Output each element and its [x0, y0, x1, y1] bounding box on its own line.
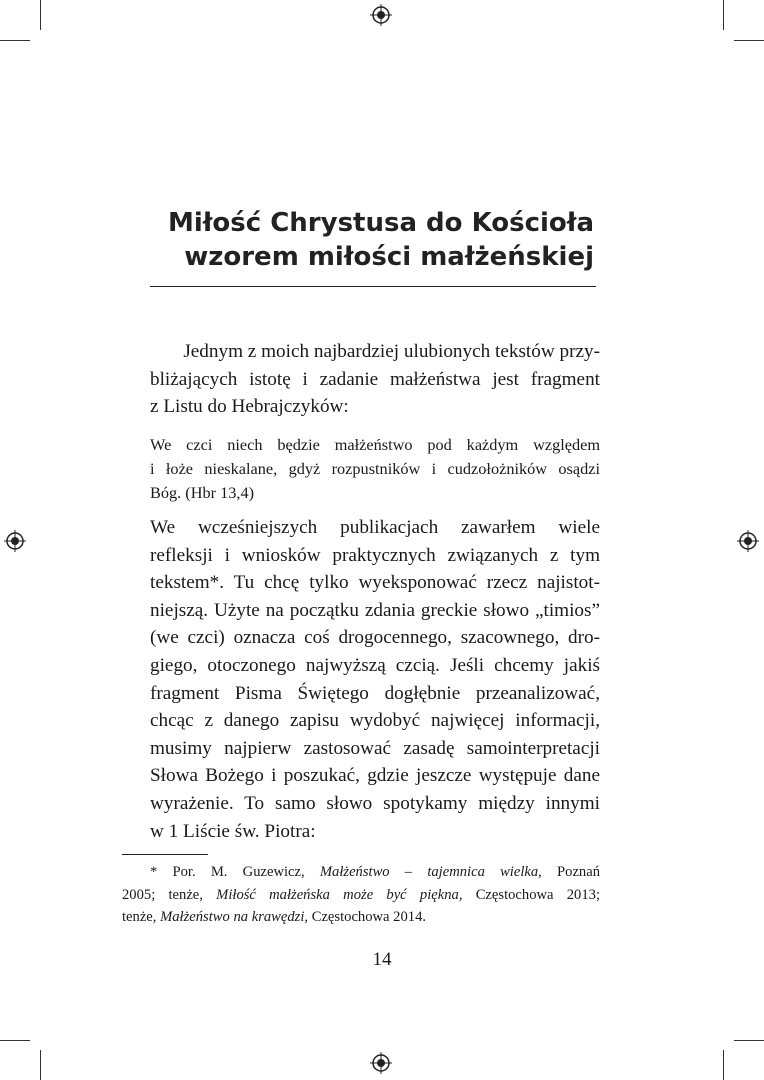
chapter-heading [114, 206, 594, 274]
crop-mark-top-right [723, 0, 724, 30]
quote-line: Bóg. (Hbr 13,4) [150, 483, 255, 502]
paragraph-line: tekstem*. Tu chcę tylko wyeksponować rzecz najistot- [150, 572, 600, 594]
heading-rule [150, 286, 596, 287]
paragraph-1 [150, 338, 600, 421]
registration-mark-bottom-icon [370, 1052, 392, 1074]
footnote-text: tenże, [122, 909, 161, 926]
crop-mark-bottom-right-h [734, 1040, 764, 1041]
footnote-title-italic: Miłość małżeńska może być piękna [216, 886, 459, 903]
paragraph-line: wyrażenie. To samo słowo spotykamy między innymi [150, 792, 600, 814]
footnote [122, 861, 600, 929]
footnote-line-3 [122, 906, 600, 929]
crop-mark-top-left [40, 0, 41, 30]
registration-mark-left-icon [4, 530, 26, 552]
heading-line-1: Miłość Chrystusa do Kościoła [167, 208, 594, 238]
registration-mark-top-icon [370, 4, 392, 26]
paragraph-line: We wcześniejszych publikacjach zawarłem wiele [150, 517, 600, 538]
quote-line: i łoże nieskalane, gdyż rozpustników i cudzołożników osądzi [150, 459, 600, 478]
paragraph-line: z Listu do Hebrajczyków: [150, 396, 349, 418]
footnote-rule [122, 854, 208, 855]
paragraph-line: w 1 Liście św. Piotra: [150, 820, 316, 842]
crop-mark-bottom-right [723, 1050, 724, 1080]
footnote-line-1 [122, 861, 600, 884]
heading-line-2: wzorem miłości małżeńskiej [184, 242, 594, 272]
registration-mark-right-icon [737, 530, 759, 552]
footnote-text: * Por. M. Guzewicz, [150, 864, 320, 880]
block-quote [150, 433, 600, 505]
paragraph-line: musimy najpierw zastosować zasadę samointerpretacji [150, 737, 600, 759]
footnote-text: , Częstochowa 2013; [458, 886, 600, 903]
paragraph-line: Jednym z moich najbardziej ulubionych tekstów przy- [183, 341, 600, 362]
crop-mark-top-right-h [734, 40, 764, 41]
footnote-text: , Poznań [538, 864, 600, 880]
crop-mark-bottom-left [40, 1050, 41, 1080]
footnote-title-italic: Małżeństwo – tajemnica wielka [319, 864, 539, 880]
footnote-text: 2005; tenże, [122, 886, 217, 903]
crop-mark-top-left-h [0, 40, 30, 41]
crop-mark-bottom-left-h [0, 1040, 30, 1041]
paragraph-line: Słowa Bożego i poszukać, gdzie jeszcze występuje dane [150, 765, 600, 787]
footnote-text: , Częstochowa 2014. [304, 909, 427, 926]
paragraph-line: giego, otoczonego najwyższą czcią. Jeśli chcemy jakiś [150, 654, 600, 676]
page-number: 14 [372, 949, 392, 970]
footnote-title-italic: Małżeństwo na krawędzi [160, 909, 305, 926]
paragraph-line: niejszą. Użyte na początku zdania greckie słowo „timios” [150, 599, 600, 621]
paragraph-line: fragment Pisma Świętego dogłębnie przeanalizować, [150, 682, 600, 704]
footnote-line-2 [122, 884, 600, 907]
paragraph-line: (we czci) oznacza coś drogocennego, szacownego, dro- [150, 627, 600, 649]
paragraph-line: refleksji i wniosków praktycznych związanych z tym [150, 544, 600, 566]
paragraph-line: chcąc z danego zapisu wydobyć najwięcej informacji, [150, 710, 600, 732]
paragraph-2 [150, 514, 600, 845]
paragraph-line: bliżających istotę i zadanie małżeństwa jest fragment [150, 368, 600, 390]
quote-line: We czci niech będzie małżeństwo pod każdym względem [150, 435, 600, 454]
